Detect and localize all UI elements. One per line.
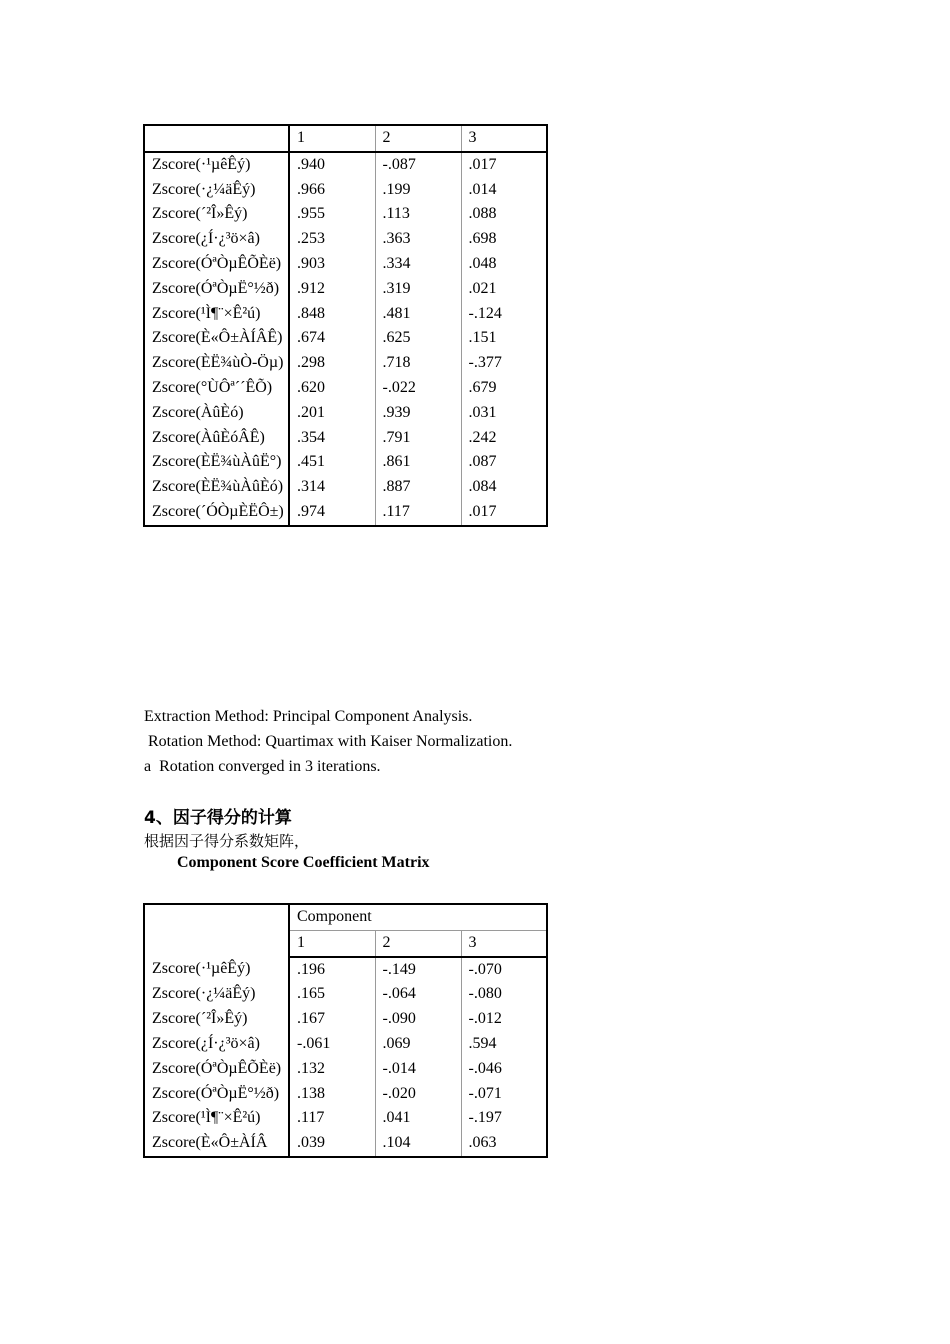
column-header: 3: [461, 930, 547, 956]
table-row: [144, 475, 547, 500]
value-cell: .903: [289, 252, 375, 277]
table-row: [144, 401, 547, 426]
row-label: Zscore(ÈË¾ùÒ-Öµ): [144, 351, 289, 376]
value-cell: .594: [461, 1032, 547, 1057]
row-label: Zscore(¹Ì¶¨×Ê²ú): [144, 302, 289, 327]
row-label: Zscore(·¹µêÊý): [144, 152, 289, 178]
footnote-extraction: Extraction Method: Principal Component Analysis.: [144, 708, 473, 725]
table-row: [144, 450, 547, 475]
column-header: 3: [461, 125, 547, 152]
value-cell: .319: [375, 277, 461, 302]
value-cell: -.090: [375, 1007, 461, 1032]
value-cell: .966: [289, 178, 375, 203]
footnote-convergence: a Rotation converged in 3 iterations.: [144, 758, 381, 775]
column-header: 2: [375, 930, 461, 956]
value-cell: -.070: [461, 957, 547, 983]
table-row: [144, 500, 547, 526]
table-row: [144, 302, 547, 327]
footnote-rotation: Rotation Method: Quartimax with Kaiser Normalization.: [144, 733, 513, 750]
value-cell: -.061: [289, 1032, 375, 1057]
table-row: [144, 1082, 547, 1107]
value-cell: .314: [289, 475, 375, 500]
value-cell: .031: [461, 401, 547, 426]
value-cell: .063: [461, 1131, 547, 1157]
value-cell: -.046: [461, 1057, 547, 1082]
value-cell: .912: [289, 277, 375, 302]
row-label: Zscore(´ÓÒµÈËÔ±): [144, 500, 289, 526]
row-label: Zscore(¹Ì¶¨×Ê²ú): [144, 1106, 289, 1131]
table-row: [144, 1007, 547, 1032]
row-label: Zscore(ÓªÒµË°½ð): [144, 277, 289, 302]
row-label: Zscore(È«Ô±ÀÍÂ: [144, 1131, 289, 1157]
table-row: [144, 277, 547, 302]
value-cell: .625: [375, 326, 461, 351]
value-cell: -.020: [375, 1082, 461, 1107]
value-cell: .791: [375, 426, 461, 451]
row-label: Zscore(ÀûÈó): [144, 401, 289, 426]
value-cell: .298: [289, 351, 375, 376]
value-cell: .021: [461, 277, 547, 302]
value-cell: -.197: [461, 1106, 547, 1131]
score-coefficient-matrix: [143, 903, 548, 1158]
column-header: 1: [289, 930, 375, 956]
value-cell: .041: [375, 1106, 461, 1131]
value-cell: .117: [289, 1106, 375, 1131]
table-row: [144, 326, 547, 351]
row-label: Zscore(ÓªÒµË°½ð): [144, 1082, 289, 1107]
table-row: [144, 252, 547, 277]
section-intro: 根据因子得分系数矩阵，: [144, 832, 310, 850]
column-header: 1: [289, 125, 375, 152]
corner-cell: [144, 904, 289, 957]
value-cell: .132: [289, 1057, 375, 1082]
value-cell: .151: [461, 326, 547, 351]
value-cell: .698: [461, 227, 547, 252]
value-cell: .014: [461, 178, 547, 203]
value-cell: .253: [289, 227, 375, 252]
value-cell: .481: [375, 302, 461, 327]
row-label: Zscore(ÀûÈóÂÊ): [144, 426, 289, 451]
table-row: [144, 376, 547, 401]
value-cell: .117: [375, 500, 461, 526]
value-cell: .334: [375, 252, 461, 277]
table-row: [144, 426, 547, 451]
value-cell: .242: [461, 426, 547, 451]
row-label: Zscore(´²Î»Êý): [144, 202, 289, 227]
value-cell: .104: [375, 1131, 461, 1157]
value-cell: .363: [375, 227, 461, 252]
value-cell: -.014: [375, 1057, 461, 1082]
row-label: Zscore(·¹µêÊý): [144, 957, 289, 983]
value-cell: .674: [289, 326, 375, 351]
row-label: Zscore(·¿¼äÊý): [144, 178, 289, 203]
table-row: [144, 152, 547, 178]
row-label: Zscore(·¿¼äÊý): [144, 982, 289, 1007]
value-cell: .201: [289, 401, 375, 426]
table-row: [144, 982, 547, 1007]
value-cell: -.071: [461, 1082, 547, 1107]
row-label: Zscore(¿Í·¿³ö×â): [144, 1032, 289, 1057]
value-cell: .087: [461, 450, 547, 475]
value-cell: .069: [375, 1032, 461, 1057]
value-cell: .017: [461, 152, 547, 178]
row-label: Zscore(ÓªÒµÊÕÈë): [144, 252, 289, 277]
value-cell: .955: [289, 202, 375, 227]
value-cell: .165: [289, 982, 375, 1007]
value-cell: -.149: [375, 957, 461, 983]
header-row: [144, 125, 547, 152]
row-label: Zscore(ÈË¾ùÀûÈó): [144, 475, 289, 500]
table-row: [144, 1057, 547, 1082]
value-cell: .017: [461, 500, 547, 526]
group-header-row: [144, 904, 547, 930]
value-cell: .861: [375, 450, 461, 475]
table-row: [144, 178, 547, 203]
value-cell: -.064: [375, 982, 461, 1007]
value-cell: .451: [289, 450, 375, 475]
row-label: Zscore(°ÙÔª´´ÊÕ): [144, 376, 289, 401]
value-cell: .679: [461, 376, 547, 401]
section-heading: 4、因子得分的计算: [144, 808, 292, 828]
corner-cell: [144, 125, 289, 152]
table-row: [144, 202, 547, 227]
value-cell: .939: [375, 401, 461, 426]
table-row: [144, 1106, 547, 1131]
value-cell: -.012: [461, 1007, 547, 1032]
value-cell: .048: [461, 252, 547, 277]
table-row: [144, 227, 547, 252]
row-label: Zscore(´²Î»Êý): [144, 1007, 289, 1032]
row-label: Zscore(¿Í·¿³ö×â): [144, 227, 289, 252]
value-cell: .974: [289, 500, 375, 526]
value-cell: .167: [289, 1007, 375, 1032]
value-cell: -.377: [461, 351, 547, 376]
value-cell: .196: [289, 957, 375, 983]
value-cell: .084: [461, 475, 547, 500]
value-cell: .940: [289, 152, 375, 178]
value-cell: .088: [461, 202, 547, 227]
row-label: Zscore(ÈË¾ùÀûË°): [144, 450, 289, 475]
value-cell: -.022: [375, 376, 461, 401]
table-row: [144, 351, 547, 376]
column-header: 2: [375, 125, 461, 152]
value-cell: -.124: [461, 302, 547, 327]
row-label: Zscore(ÓªÒµÊÕÈë): [144, 1057, 289, 1082]
value-cell: -.087: [375, 152, 461, 178]
table-row: [144, 1131, 547, 1157]
value-cell: .199: [375, 178, 461, 203]
value-cell: .138: [289, 1082, 375, 1107]
component-group-header: Component: [289, 904, 547, 930]
table-caption: Component Score Coefficient Matrix: [177, 854, 430, 871]
value-cell: .354: [289, 426, 375, 451]
value-cell: -.080: [461, 982, 547, 1007]
value-cell: .039: [289, 1131, 375, 1157]
value-cell: .113: [375, 202, 461, 227]
value-cell: .718: [375, 351, 461, 376]
row-label: Zscore(È«Ô±ÀÍÂÊ): [144, 326, 289, 351]
table-row: [144, 1032, 547, 1057]
value-cell: .848: [289, 302, 375, 327]
table-row: [144, 957, 547, 983]
value-cell: .887: [375, 475, 461, 500]
rotated-component-matrix: [143, 124, 548, 527]
value-cell: .620: [289, 376, 375, 401]
